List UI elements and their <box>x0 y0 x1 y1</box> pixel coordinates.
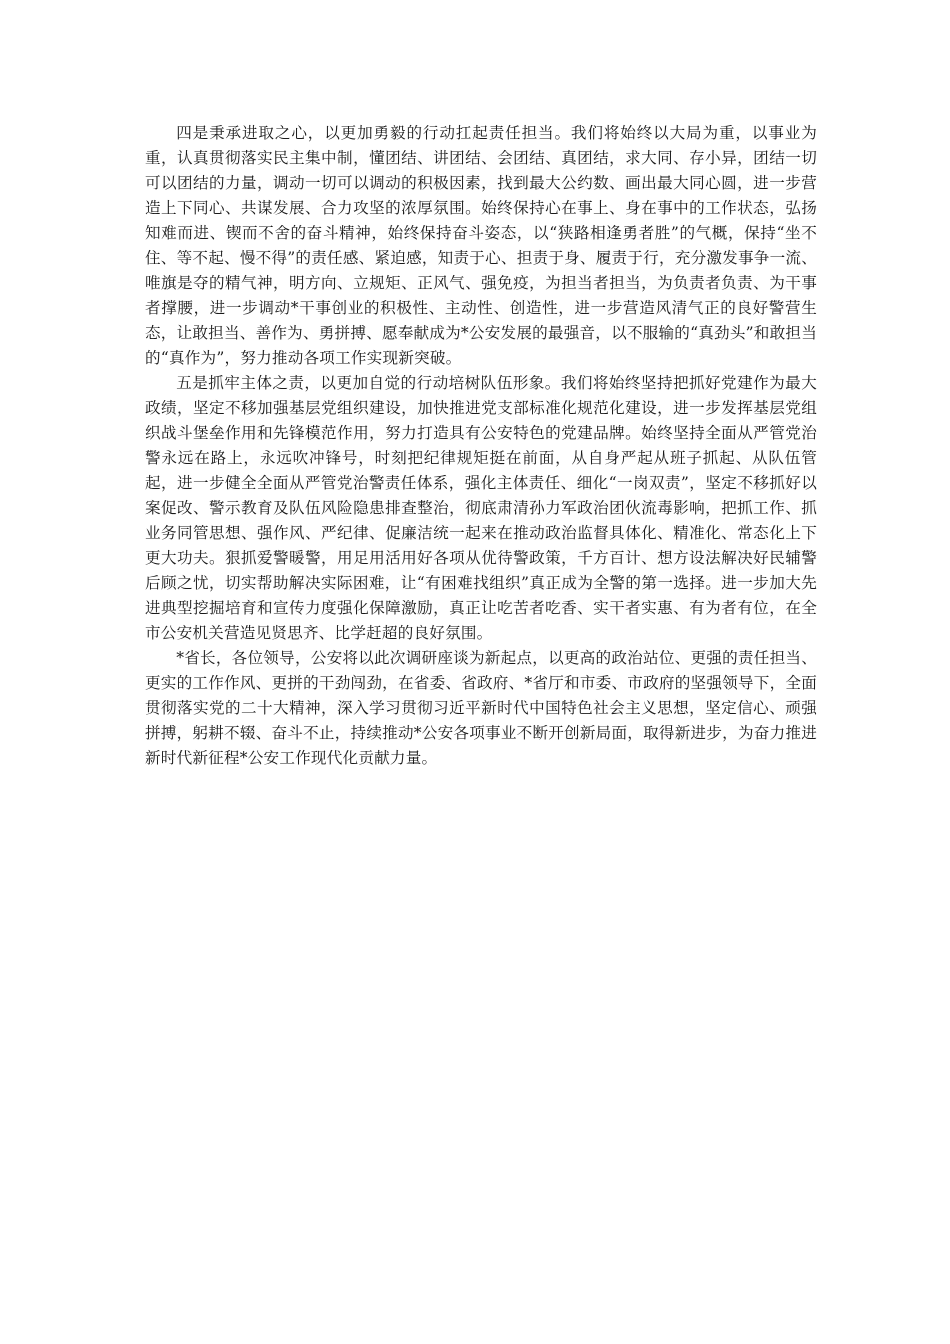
paragraph-five-responsibility: 五是抓牢主体之责，以更加自觉的行动培树队伍形象。我们将始终坚持把抓好党建作为最大政绩，坚定不移加强基层党组织建设，加快推进党支部标准化规范化建设，进一步发挥基层党组织战斗堡垒作用和先锋模范作用，努力打造具有公安特色的党建品牌。始终坚持全面从严管党治警永远在路上，永远吹冲锋号，时刻把纪律规矩挺在前面，从自身严起从班子抓起、从队伍管起，进一步健全全面从严管党治警责任体系，强化主体责任、细化“一岗双责”，坚定不移抓好以案促改、警示教育及队伍风险隐患排查整治，彻底肃清孙力军政治团伙流毒影响，把抓工作、抓业务同管思想、强作风、严纪律、促廉洁统一起来在推动政治监督具体化、精准化、常态化上下更大功夫。狠抓爱警暖警，用足用活用好各项从优待警政策，千方百计、想方设法解决好民辅警后顾之忧，切实帮助解决实际困难，让“有困难找组织”真正成为全警的第一选择。进一步加大先进典型挖掘培育和宣传力度强化保障激励，真正让吃苦者吃香、实干者实惠、有为者有位，在全市公安机关营造见贤思齐、比学赶超的良好氛围。 <box>145 374 817 642</box>
paragraph-closing: *省长，各位领导，公安将以此次调研座谈为新起点，以更高的政治站位、更强的责任担当、更实的工作作风、更拼的干劲闯劲，在省委、省政府、*省厅和市委、市政府的坚强领导下，全面贯彻落实党的二十大精神，深入学习贯彻习近平新时代中国特色社会主义思想，坚定信心、顽强拼搏，躬耕不辍、奋斗不止，持续推动*公安各项事业不断开创新局面，取得新进步，为奋力推进新时代新征程*公安工作现代化贡献力量。 <box>145 649 817 767</box>
paragraph-four-progress: 四是秉承进取之心，以更加勇毅的行动扛起责任担当。我们将始终以大局为重，以事业为重，认真贯彻落实民主集中制，懂团结、讲团结、会团结、真团结，求大同、存小异，团结一切可以团结的力量，调动一切可以调动的积极因素，找到最大公约数、画出最大同心圆，进一步营造上下同心、共谋发展、合力攻坚的浓厚氛围。始终保持心在事上、身在事中的工作状态，弘扬知难而进、锲而不舍的奋斗精神，始终保持奋斗姿态，以“狭路相逢勇者胜”的气概，保持“坐不住、等不起、慢不得”的责任感、紧迫感，知责于心、担责于身、履责于行，充分激发事争一流、唯旗是夺的精气神，明方向、立规矩、正风气、强免疫，为担当者担当，为负责者负责、为干事者撑腰，进一步调动*干事创业的积极性、主动性、创造性，进一步营造风清气正的良好警营生态，让敢担当、善作为、勇拼搏、愿奉献成为*公安发展的最强音，以不服输的“真劲头”和敢担当的“真作为”，努力推动各项工作实现新突破。 <box>145 124 817 367</box>
document-body <box>145 121 817 771</box>
